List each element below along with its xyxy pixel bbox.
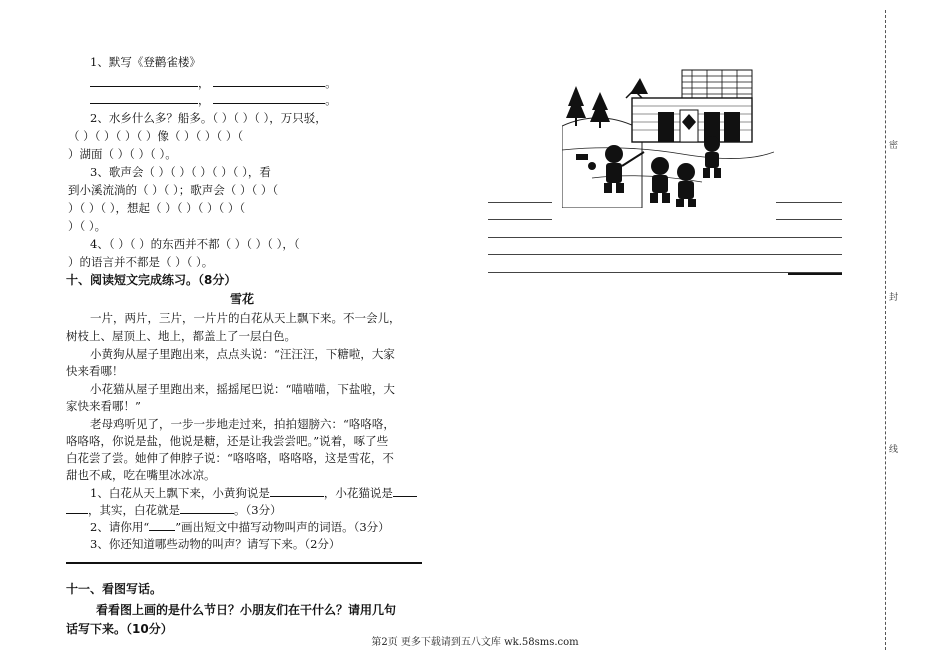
answer-blank[interactable] — [213, 92, 325, 104]
q2-line-2: （ ）（ ）（ ）（ ）像（ ）（ ）（ ）（ — [68, 129, 244, 143]
writing-line[interactable] — [488, 219, 552, 220]
passage-p4-line-3: 白花尝了尝。她伸了伸脖子说：“咯咯咯，咯咯咯，这是雪花，不 — [66, 451, 394, 465]
passage-p3-line-2: 家快来看哪！” — [66, 399, 141, 413]
exercise-1-line-2 — [66, 502, 282, 518]
answer-blank[interactable] — [90, 75, 198, 87]
passage-title: 雪花 — [230, 292, 255, 306]
passage-p2-line-2: 快来看哪！ — [66, 364, 124, 378]
answer-blank[interactable] — [213, 75, 325, 87]
page-footer: 第2页 更多下载请到五八文库 wk.58sms.com — [371, 637, 579, 648]
seal-char-feng: 封 — [889, 290, 898, 303]
punctuation: ， — [198, 76, 210, 90]
section-11-line-2: 话写下来。（10分） — [66, 622, 173, 636]
q1-title: 1、默写《登鹳雀楼》 — [90, 55, 201, 69]
seal-dashed-line — [885, 10, 886, 650]
q4-line-1: 4、（ ）（ ）的东西并不都（ ）（ ）（ ），（ — [90, 237, 300, 251]
section-11-line-1: 看看图上画的是什么节日？小朋友们在干什么？请用几句 — [96, 603, 397, 617]
passage-p4-line-2: 咯咯咯，你说是盐，他说是糖，还是让我尝尝吧。”说着，啄了些 — [66, 434, 389, 448]
q2-line-3: ）湖面（ ）（ ）（ ）。 — [68, 147, 177, 161]
exercise-2 — [90, 519, 390, 535]
q2-line-1: 2、水乡什么多？船多。（ ）（ ）（ ），万只驳， — [90, 111, 327, 125]
writing-line[interactable] — [488, 237, 842, 238]
passage-p3-line-1: 小花猫从屋子里跑出来，摇摇尾巴说：“喵喵喵，下盐啦，大 — [90, 382, 395, 396]
festival-illustration — [562, 68, 774, 208]
passage-p4-line-4: 甜也不咸，吃在嘴里冰冰凉。 — [66, 468, 216, 482]
writing-line[interactable] — [776, 219, 842, 220]
punctuation: 。 — [325, 76, 337, 90]
exercise-text: 1、白花从天上飘下来，小黄狗说是 — [90, 486, 270, 500]
writing-line[interactable] — [776, 202, 842, 203]
passage-p4-line-1: 老母鸡听见了，一步一步地走过来，拍拍翅膀六：“咯咯咯， — [90, 417, 395, 431]
q3-line-4: ）（ ）。 — [68, 219, 107, 233]
answer-line[interactable] — [66, 562, 422, 564]
punctuation: ， — [198, 93, 210, 107]
writing-line[interactable] — [488, 254, 842, 255]
answer-blank[interactable] — [90, 92, 198, 104]
q1-poem-line-1 — [90, 75, 337, 91]
section-11-title: 十一、看图写话。 — [66, 582, 163, 596]
answer-blank[interactable] — [149, 519, 175, 531]
punctuation: 。 — [325, 93, 337, 107]
q3-line-1: 3、歌声会（ ）（ ）（ ）（ ）（ ），看 — [90, 165, 271, 179]
answer-blank[interactable] — [393, 485, 417, 497]
q3-line-2: 到小溪流淌的（ ）（ ）；歌声会（ ）（ ）（ — [68, 183, 279, 197]
seal-char-xian: 线 — [889, 442, 898, 455]
exercise-text: ，小花猫说是 — [323, 486, 393, 500]
exercise-text: ”画出短文中描写动物叫声的词语。（3分） — [175, 520, 390, 534]
exercise-1-line-1 — [90, 485, 417, 501]
answer-blank[interactable] — [180, 502, 234, 514]
exercise-3: 3、你还知道哪些动物的叫声？请写下来。（2分） — [90, 537, 341, 551]
q3-line-3: ）（ ）（ ），想起（ ）（ ）（ ）（ ）（ — [68, 201, 246, 215]
writing-line-end — [788, 273, 842, 275]
passage-p1-line-1: 一片，两片，三片，一片片的白花从天上飘下来。不一会儿， — [90, 311, 401, 325]
answer-blank[interactable] — [66, 502, 88, 514]
q1-poem-line-2 — [90, 92, 337, 108]
exercise-text: ，其实，白花就是 — [88, 503, 180, 517]
answer-blank[interactable] — [270, 485, 324, 497]
passage-p1-line-2: 树枝上、屋顶上、地上，都盖上了一层白色。 — [66, 329, 296, 343]
exercise-text: 2、请你用“ — [90, 520, 150, 534]
exercise-text: 。（3分） — [234, 503, 282, 517]
seal-char-mi: 密 — [889, 138, 898, 151]
passage-p2-line-1: 小黄狗从屋子里跑出来，点点头说：“汪汪汪，下糖啦，大家 — [90, 347, 395, 361]
section-10-title: 十、阅读短文完成练习。（8分） — [66, 273, 237, 287]
q4-line-2: ）的语言并不都是（ ）（ ）。 — [68, 255, 214, 269]
writing-line[interactable] — [488, 202, 552, 203]
